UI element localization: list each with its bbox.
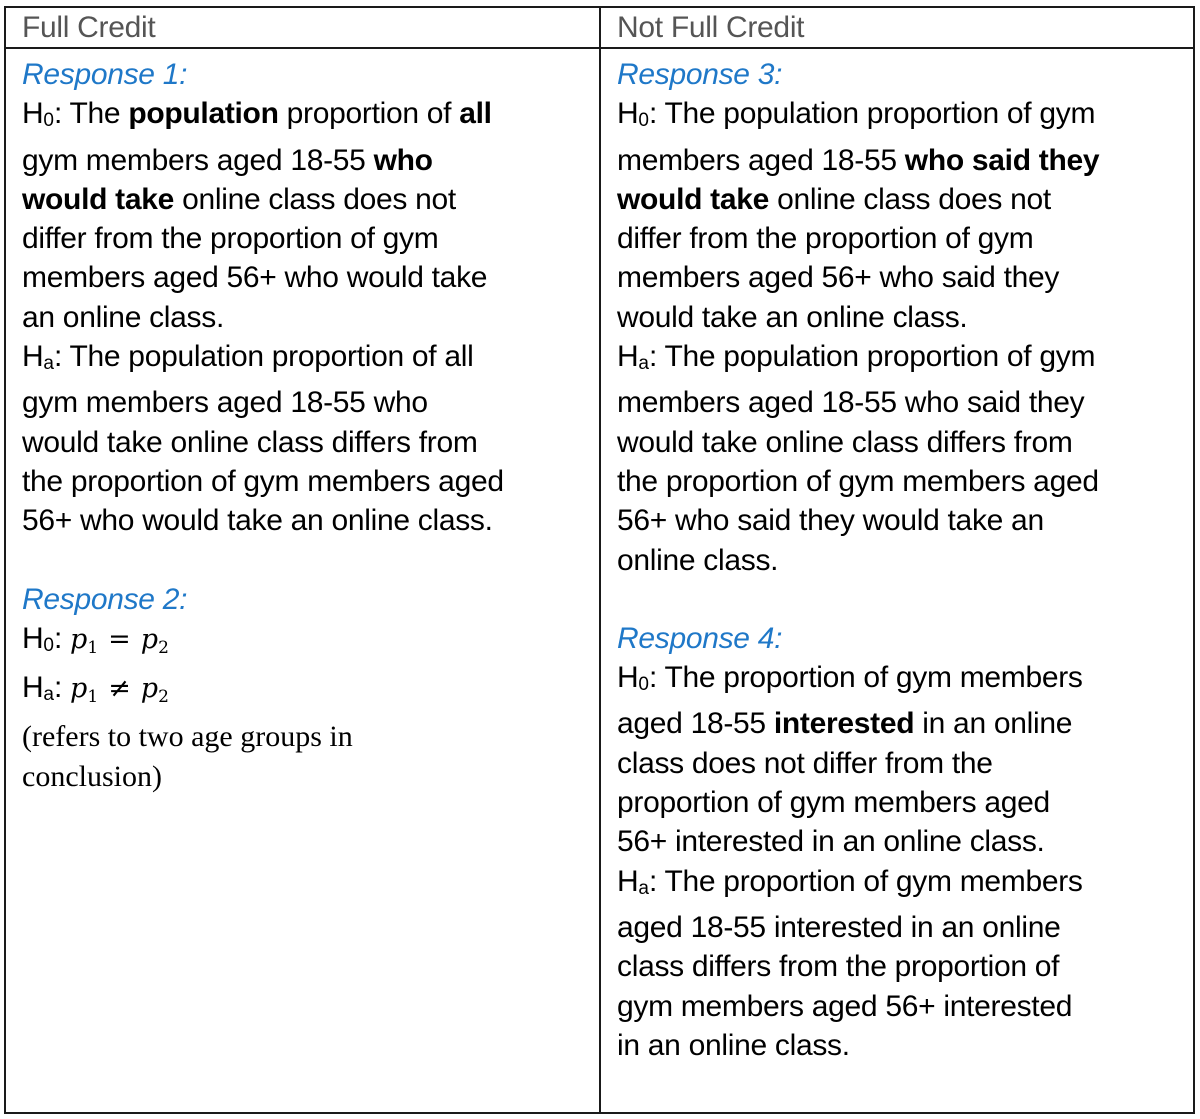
- r1-h0-line-4: differ from the proportion of gym: [22, 222, 439, 256]
- r4-ha-line-4: gym members aged 56+ interested: [617, 989, 1073, 1023]
- p-sub-1: 1: [87, 687, 99, 708]
- r4-h0-sub: 0: [638, 674, 649, 696]
- header-full-credit: Full Credit: [6, 8, 601, 49]
- r3-bold-who-said-they: who said they: [904, 143, 1100, 177]
- r3-ha-line-5: 56+ who said they would take an: [617, 504, 1044, 538]
- r1-bold-who: who: [373, 143, 433, 177]
- r3-ha-line-6: online class.: [617, 543, 779, 577]
- r3-text: : The population proportion of gym: [648, 340, 1096, 374]
- r2-h0-equation: [70, 623, 169, 658]
- r1-ha-line-3: would take online class differs from: [22, 425, 478, 459]
- rubric-table: [4, 6, 1195, 1114]
- r3-ha-line-1: [617, 337, 1193, 383]
- r1-ha-line-4: the proportion of gym members aged: [22, 464, 504, 498]
- r4-ha-line-1: [617, 862, 1193, 908]
- r1-h0-line-1: [22, 94, 599, 140]
- r1-text: proportion of: [278, 97, 460, 131]
- r1-text: gym members aged 18-55: [22, 143, 374, 177]
- r1-h0-line-3: [22, 180, 599, 219]
- r3-text: online class does not: [769, 182, 1051, 216]
- r2-h0-line: [22, 619, 599, 668]
- response-1-heading: Response 1:: [22, 58, 188, 91]
- not-full-credit-cell: [601, 49, 1193, 1112]
- r4-text: aged 18-55: [617, 707, 774, 741]
- r4-bold-interested: interested: [773, 707, 915, 741]
- r4-text: : The proportion of gym members: [648, 864, 1083, 898]
- header-not-full-credit: Not Full Credit: [601, 8, 1193, 49]
- p-symbol: p: [70, 623, 88, 655]
- r3-text: members aged 18-55: [617, 143, 905, 177]
- r4-ha-line-2: aged 18-55 interested in an online: [617, 910, 1061, 944]
- r4-ha-sub: a: [638, 877, 649, 899]
- r1-text: online class does not: [174, 182, 456, 216]
- r2-h0-label: H: [22, 621, 44, 655]
- response-3-heading: Response 3:: [617, 58, 783, 91]
- r3-ha-line-3: would take online class differs from: [617, 425, 1073, 459]
- full-credit-cell: [6, 49, 601, 1112]
- r4-ha-label: H: [617, 864, 639, 898]
- r1-text: : The: [53, 97, 129, 131]
- r3-h0-line-5: members aged 56+ who said they: [617, 261, 1060, 295]
- r2-note-line-1: (refers to two age groups in: [22, 720, 353, 754]
- r3-h0-line-3: [617, 180, 1193, 219]
- r4-h0-line-3: class does not differ from the: [617, 746, 993, 780]
- r3-bold-would-take: would take: [617, 182, 770, 216]
- response-4: [617, 619, 1193, 1065]
- r3-ha-sub: a: [638, 353, 649, 375]
- r1-h0-line-5: members aged 56+ who would take: [22, 261, 488, 295]
- p-symbol: p: [140, 673, 159, 705]
- r4-text: : The proportion of gym members: [648, 661, 1083, 695]
- r1-bold-population: population: [128, 97, 279, 131]
- r2-h0-sub: 0: [43, 634, 54, 656]
- r1-h0-line-6: an online class.: [22, 300, 224, 334]
- p-symbol: p: [140, 623, 159, 655]
- r3-h0-line-6: would take an online class.: [617, 300, 968, 334]
- r1-h0-sub: 0: [43, 110, 54, 132]
- r1-text: : The population proportion of all: [53, 340, 474, 374]
- r2-ha-sub: a: [43, 684, 54, 706]
- r4-ha-line-3: class differs from the proportion of: [617, 950, 1060, 984]
- p-sub-1: 1: [87, 637, 99, 658]
- r4-ha-line-5: in an online class.: [617, 1028, 850, 1062]
- r2-note-line-2: conclusion): [22, 759, 162, 793]
- r4-h0-label: H: [617, 661, 639, 695]
- response-2-heading: Response 2:: [22, 582, 188, 616]
- r1-bold-would-take: would take: [22, 182, 175, 216]
- r1-ha-line-1: [22, 337, 599, 383]
- r4-h0-line-2: [617, 704, 1193, 743]
- p-sub-2: 2: [158, 687, 169, 708]
- r3-h0-line-4: differ from the proportion of gym: [617, 222, 1034, 256]
- r2-ha-equation: [70, 673, 169, 708]
- r2-colon: :: [53, 671, 71, 705]
- r1-ha-sub: a: [43, 353, 54, 375]
- r1-ha-line-5: 56+ who would take an online class.: [22, 504, 493, 538]
- response-1: [22, 55, 599, 541]
- spacer: [617, 580, 1193, 619]
- r2-colon: :: [53, 621, 71, 655]
- r3-h0-line-1: [617, 94, 1193, 140]
- r2-ha-label: H: [22, 671, 44, 705]
- r4-h0-line-4: proportion of gym members aged: [617, 786, 1050, 820]
- p-symbol: p: [70, 673, 88, 705]
- response-2: [22, 580, 599, 796]
- r4-h0-line-5: 56+ interested in an online class.: [617, 825, 1045, 859]
- not-equal-symbol: ≠: [108, 673, 131, 705]
- r1-ha-label: H: [22, 340, 44, 374]
- r3-h0-label: H: [617, 97, 639, 131]
- r3-ha-line-4: the proportion of gym members aged: [617, 464, 1099, 498]
- r1-bold-all: all: [459, 97, 492, 131]
- r3-text: : The population proportion of gym: [648, 97, 1096, 131]
- r1-h0-line-2: [22, 141, 599, 180]
- r2-ha-line: [22, 668, 599, 717]
- spacer: [22, 541, 599, 580]
- r3-h0-line-2: [617, 141, 1193, 180]
- response-4-heading: Response 4:: [617, 621, 783, 655]
- r1-h0-label: H: [22, 97, 44, 131]
- r1-ha-line-2: gym members aged 18-55 who: [22, 386, 428, 420]
- r4-h0-line-1: [617, 658, 1193, 704]
- r3-ha-line-2: members aged 18-55 who said they: [617, 386, 1085, 420]
- r3-h0-sub: 0: [638, 110, 649, 132]
- p-sub-2: 2: [158, 637, 169, 658]
- r4-text: in an online: [914, 707, 1073, 741]
- r3-ha-label: H: [617, 340, 639, 374]
- equals-symbol: =: [108, 623, 131, 655]
- response-3: [617, 55, 1193, 580]
